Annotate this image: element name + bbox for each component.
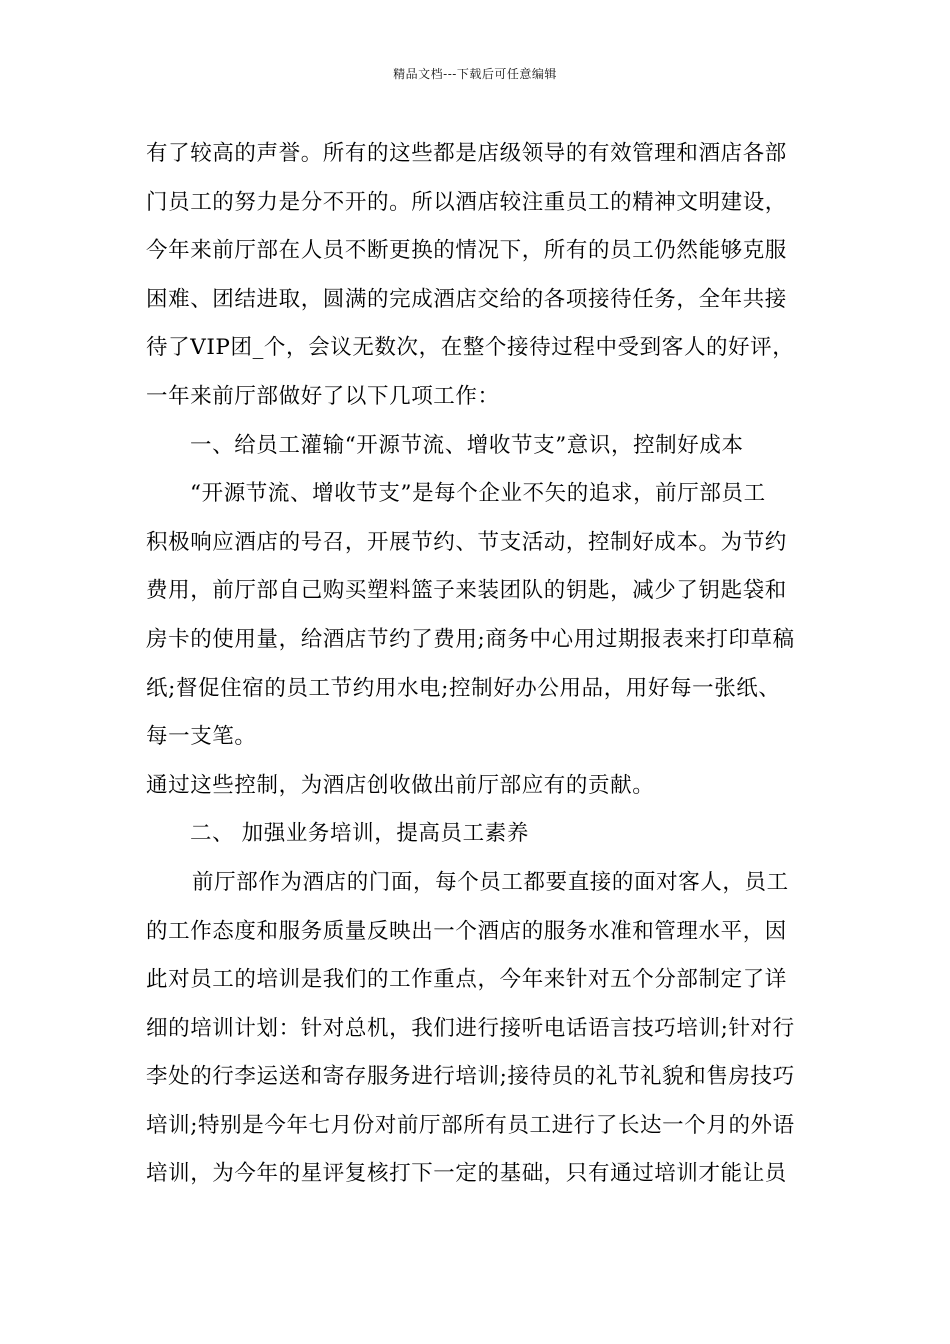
paragraph-line: 待了VIP团_个，会议无数次，在整个接待过程中受到客人的好评， [146,335,795,361]
paragraph-line: 此对员工的培训是我们的工作重点，今年来针对五个分部制定了详 [146,967,787,993]
paragraph-line: 培训;特别是今年七月份对前厅部所有员工进行了长达一个月的外语 [146,1112,795,1138]
paragraph-line: 培训，为今年的星评复核打下一定的基础，只有通过培训才能让员 [146,1161,787,1187]
paragraph-line: 李处的行李运送和寄存服务进行培训;接待员的礼节礼貌和售房技巧 [146,1064,795,1090]
section-heading: 二、 加强业务培训，提高员工素养 [190,821,529,847]
paragraph-line: 有了较高的声誉。所有的这些都是店级领导的有效管理和酒店各部 [146,141,787,166]
paragraph-line: 今年来前厅部在人员不断更换的情况下，所有的员工仍然能够克服 [146,238,787,264]
paragraph-line: 积极响应酒店的号召，开展节约、节支活动，控制好成本。为节约 [146,529,787,555]
document-body [146,130,816,1199]
paragraph-line: 困难、团结进取，圆满的完成酒店交给的各项接待任务，全年共接 [146,286,787,312]
paragraph-line: 费用，前厅部自己购买塑料篮子来装团队的钥匙，减少了钥匙袋和 [146,578,787,604]
paragraph-line: “开源节流、增收节支”是每个企业不矢的追求，前厅部员工 [190,481,766,507]
paragraph-line: 的工作态度和服务质量反映出一个酒店的服务水准和管理水平，因 [146,918,787,944]
paragraph-line: 前厅部作为酒店的门面，每个员工都要直接的面对客人，员工 [192,869,789,895]
paragraph-line: 房卡的使用量，给酒店节约了费用;商务中心用过期报表来打印草稿 [146,626,795,652]
paragraph-line: 通过这些控制，为酒店创收做出前厅部应有的贡献。 [146,772,655,798]
section-heading: 一、给员工灌输“开源节流、增收节支”意识，控制好成本 [190,432,744,458]
page-header: 精品文档---下载后可任意编辑 [393,67,557,81]
paragraph-line: 一年来前厅部做好了以下几项工作： [146,383,500,409]
paragraph-line: 细的培训计划：针对总机，我们进行接听电话语言技巧培训;针对行 [146,1015,795,1041]
paragraph-line: 门员工的努力是分不开的。所以酒店较注重员工的精神文明建设， [146,189,787,215]
paragraph-line: 每一支笔。 [146,724,257,750]
paragraph-line: 纸;督促住宿的员工节约用水电;控制好办公用品，用好每一张纸、 [146,675,781,701]
